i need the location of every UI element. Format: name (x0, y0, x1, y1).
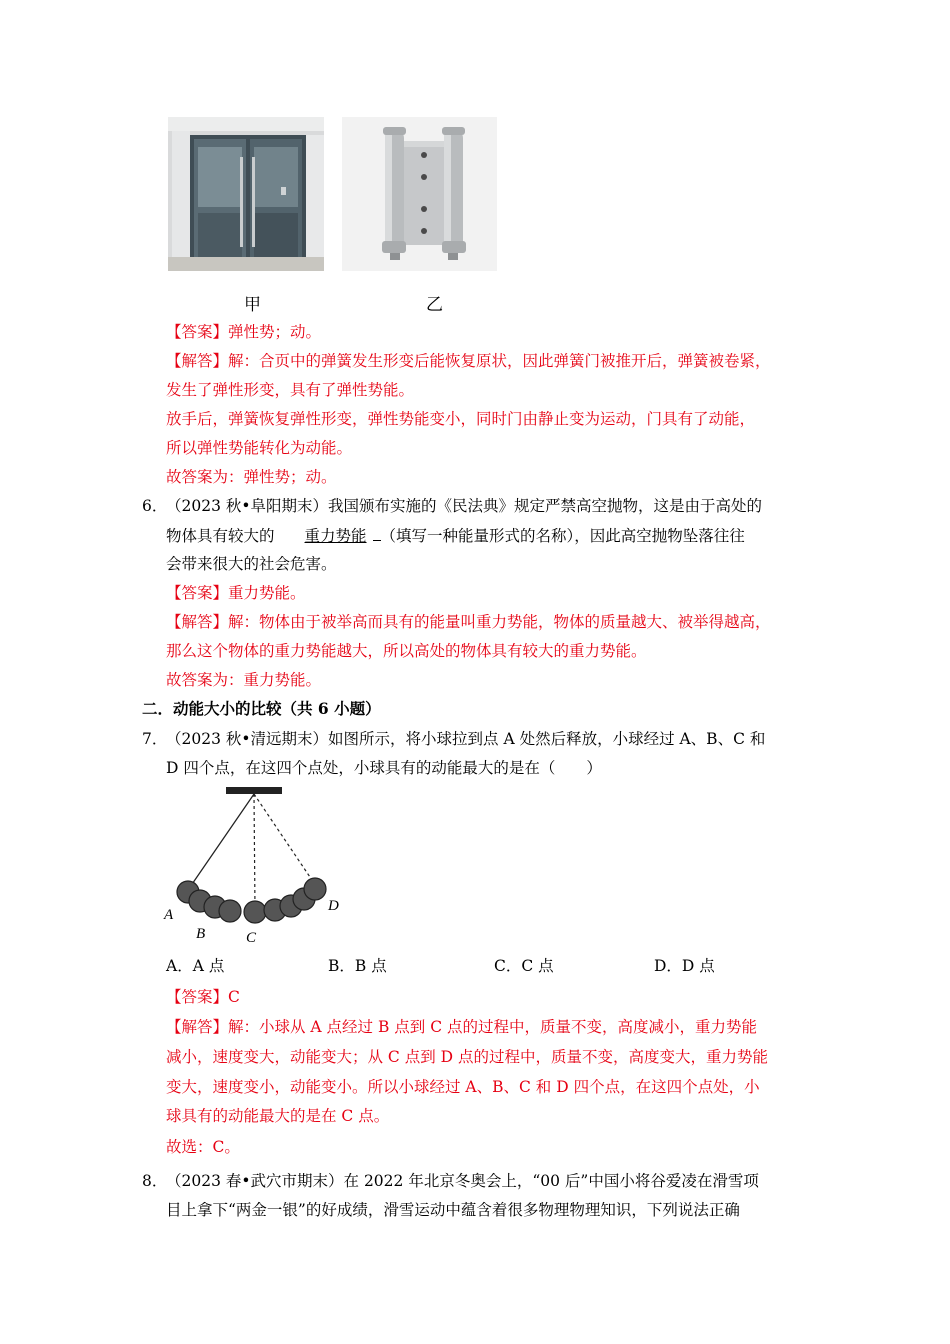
pendulum-figure (160, 782, 360, 948)
q7-stem-line-2: D 四个点，在这四个点处，小球具有的动能最大的是在（ ） (166, 759, 602, 777)
q7-number: 7． (142, 730, 168, 748)
q5-analysis-line-4: 所以弹性势能转化为动能。 (166, 439, 353, 457)
section-heading: 二．动能大小的比较（共 6 小题） (142, 699, 381, 718)
q7-stem-line-1: （2023 秋•清远期末）如图所示，将小球拉到点 A 处然后释放，小球经过 A、B、C 和 (166, 730, 766, 748)
figure-caption-right: 乙 (426, 295, 443, 315)
q6-analysis-line-1: 【解答】解：物体由于被举高而具有的能量叫重力势能，物体的质量越大、被举得越高， (166, 613, 771, 631)
q6-blank-answer: 重力势能 (304, 527, 367, 545)
q5-answer: 【答案】弹性势；动。 (166, 323, 322, 341)
q8-stem-line-2: 目上拿下“两金一银”的好成绩，滑雪运动中蕴含着很多物理物理知识，下列说法正确 (166, 1201, 740, 1219)
label-D: D (328, 898, 339, 914)
q7-option-a: A．A 点 (166, 957, 225, 975)
q6-answer: 【答案】重力势能。 (166, 584, 306, 602)
q7-analysis-line-4: 球具有的动能最大的是在 C 点。 (166, 1107, 390, 1125)
q6-number: 6． (142, 497, 168, 515)
q5-analysis-line-3: 放手后，弹簧恢复弹性形变，弹性势能变小，同时门由静止变为运动，门具有了动能， (166, 410, 756, 428)
q8-number: 8． (142, 1172, 168, 1190)
q7-analysis-line-5: 故选：C。 (166, 1138, 240, 1156)
q8-stem-line-1: （2023 春•武穴市期末）在 2022 年北京冬奥会上，“00 后”中国小将谷爱凌在滑雪项 (166, 1172, 759, 1190)
pendulum-support-bar (226, 787, 282, 794)
label-A: A (164, 907, 174, 923)
q6-stem-line-2 (166, 524, 745, 547)
glass-door-photo (168, 117, 324, 271)
q6-stem-line-3: 会带来很大的社会危害。 (166, 555, 337, 573)
label-B: B (196, 926, 206, 942)
q6-analysis-line-2: 那么这个物体的重力势能越大，所以高处的物体具有较大的重力势能。 (166, 642, 647, 660)
spring-hinge-photo (342, 117, 497, 271)
q6-analysis-line-3: 故答案为：重力势能。 (166, 671, 322, 689)
q7-option-d: D．D 点 (654, 957, 715, 975)
q7-option-b: B．B 点 (328, 957, 387, 975)
q5-analysis-line-5: 故答案为：弹性势；动。 (166, 468, 337, 486)
q6-stem-pre: 物体具有较大的 (166, 527, 275, 545)
figure-caption-left: 甲 (244, 295, 261, 315)
q7-analysis-line-2: 减小，速度变大，动能变大；从 C 点到 D 点的过程中，质量不变，高度变大，重力势能 (166, 1048, 768, 1066)
q7-option-c: C．C 点 (494, 957, 554, 975)
q7-analysis-line-3: 变大，速度变小，动能变小。所以小球经过 A、B、C 和 D 四个点，在这四个点处，小 (166, 1078, 760, 1096)
q5-analysis-line-1: 【解答】解：合页中的弹簧发生形变后能恢复原状，因此弹簧门被推开后，弹簧被卷紧， (166, 352, 771, 370)
q7-analysis-line-1: 【解答】解：小球从 A 点经过 B 点到 C 点的过程中，质量不变，高度减小，重力势能 (166, 1018, 758, 1036)
q6-stem-line-1: （2023 秋•阜阳期末）我国颁布实施的《民法典》规定严禁高空抛物，这是由于高处的 (166, 497, 763, 515)
q6-stem-post: （填写一种能量形式的名称），因此高空抛物坠落往往 (380, 527, 745, 545)
q7-answer: 【答案】C (166, 988, 240, 1006)
label-C: C (246, 930, 257, 946)
q5-analysis-line-2: 发生了弹性形变，具有了弹性势能。 (166, 381, 415, 399)
